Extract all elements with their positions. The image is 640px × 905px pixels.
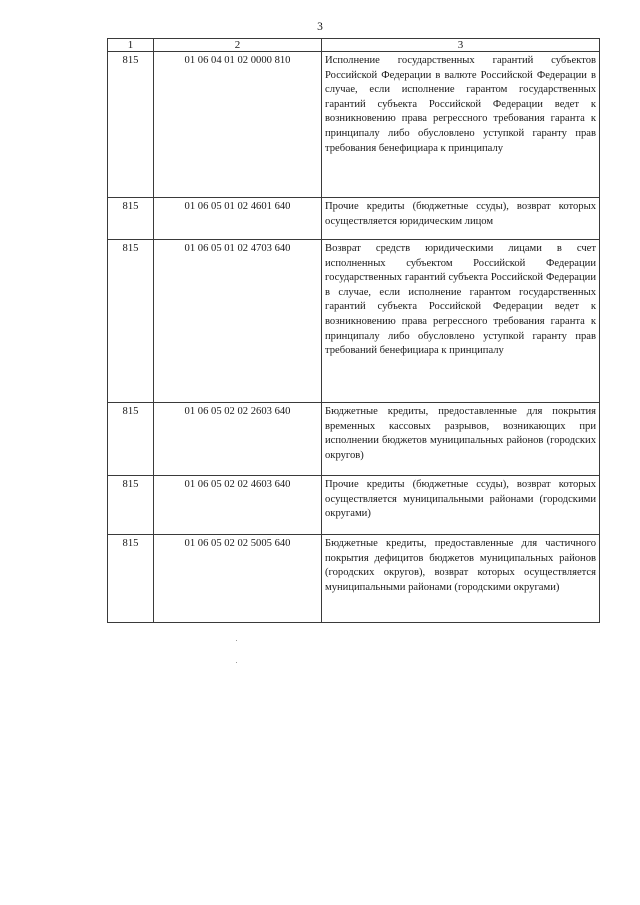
- table-header-row: [108, 39, 600, 52]
- table-row: [108, 240, 600, 403]
- description-cell: Прочие кредиты (бюджетные ссуды), возврат которых осуществляется юридическим лицом: [322, 198, 600, 240]
- admin-code-cell: 815: [108, 476, 154, 535]
- scan-speck: [236, 662, 237, 663]
- description-cell: Исполнение государственных гарантий субъектов Российской Федерации в валюте Российской Федерации в случае, если исполнение гарантом государственных гарантий субъекта Российской Федерации ведет к возникновению права регрессного требования гаранта к принципалу либо обусловлено уступкой гаранту прав требования бенефициара к принципалу: [322, 52, 600, 198]
- column-header-3: 3: [322, 39, 600, 52]
- admin-code-cell: 815: [108, 535, 154, 623]
- source-code-cell: 01 06 05 01 02 4703 640: [154, 240, 322, 403]
- admin-code-cell: 815: [108, 403, 154, 476]
- source-code-cell: 01 06 05 01 02 4601 640: [154, 198, 322, 240]
- description-cell: Возврат средств юридическими лицами в счет исполненных субъектом Российской Федерации государственных гарантий субъекта Российской Федерации в случае, если исполнение гарантом государственных гарантий субъекта Российской Федерации ведет к возникновению права регрессного требования гаранта к принципалу либо обусловлено уступкой гаранту прав требований бенефициара к принципалу: [322, 240, 600, 403]
- description-cell: Бюджетные кредиты, предоставленные для покрытия временных кассовых разрывов, возникающих при исполнении бюджетов муниципальных районов (городских округов): [322, 403, 600, 476]
- admin-code-cell: 815: [108, 52, 154, 198]
- admin-code-cell: 815: [108, 198, 154, 240]
- description-cell: Прочие кредиты (бюджетные ссуды), возврат которых осуществляется муниципальными районами (городскими округами): [322, 476, 600, 535]
- admin-code-cell: 815: [108, 240, 154, 403]
- column-header-1: 1: [108, 39, 154, 52]
- page-number: 3: [317, 21, 323, 33]
- source-code-cell: 01 06 05 02 02 2603 640: [154, 403, 322, 476]
- source-code-cell: 01 06 05 02 02 4603 640: [154, 476, 322, 535]
- description-cell: Бюджетные кредиты, предоставленные для частичного покрытия дефицитов бюджетов муниципальных районов (городских округов), возврат которых осуществляется муниципальными районами (городскими округами): [322, 535, 600, 623]
- table-row: [108, 198, 600, 240]
- table-row: [108, 52, 600, 198]
- budget-code-table: [107, 38, 600, 623]
- table-row: [108, 535, 600, 623]
- column-header-2: 2: [154, 39, 322, 52]
- table-row: [108, 403, 600, 476]
- table-row: [108, 476, 600, 535]
- source-code-cell: 01 06 04 01 02 0000 810: [154, 52, 322, 198]
- source-code-cell: 01 06 05 02 02 5005 640: [154, 535, 322, 623]
- scan-speck: [236, 640, 237, 641]
